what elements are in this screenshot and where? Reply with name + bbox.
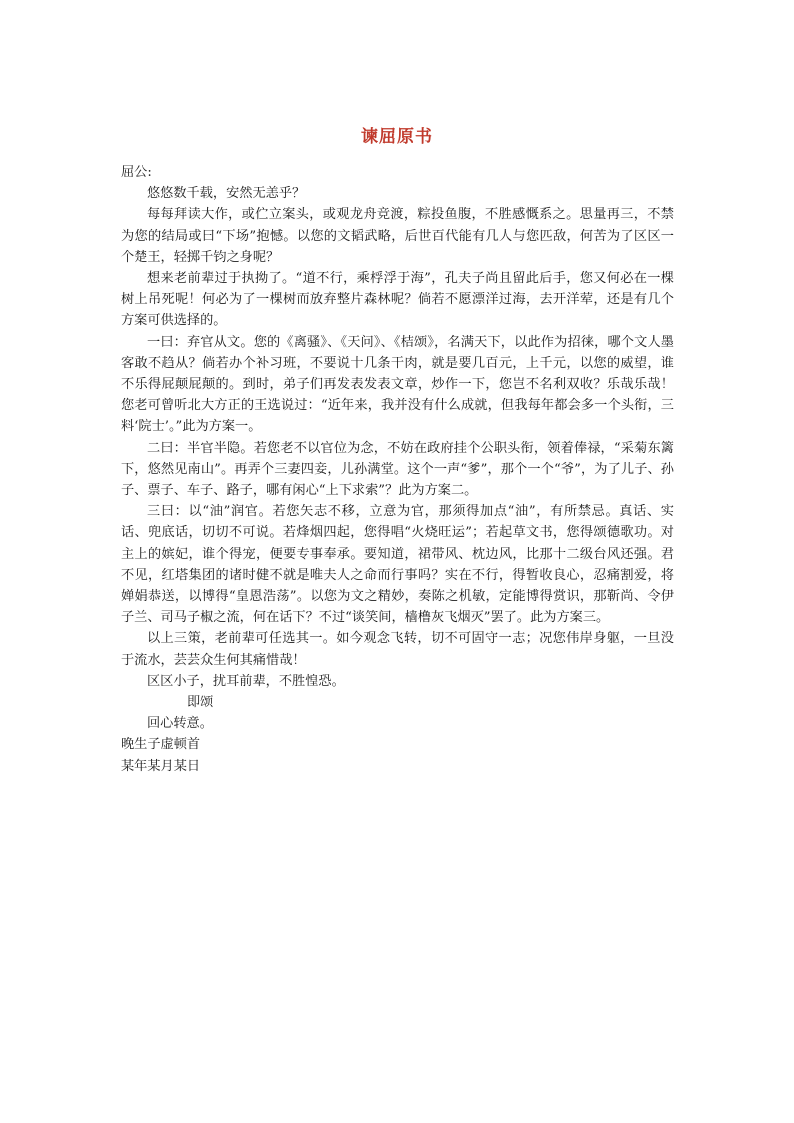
paragraph: 二曰：半官半隐。若您老不以官位为念，不妨在政府挂个公职头衔，领着俸禄，“采菊东篱下，悠然见南山”。再弄个三妻四妾，儿孙满堂。这个一声“爹”，那个一个“爷”，为了儿子、孙子、票子、车子、路子，哪有闲心“上下求索”？此为方案二。 <box>121 440 674 499</box>
paragraph: 想来老前辈过于执拗了。“道不行，乘桴浮于海”，孔夫子尚且留此后手，您又何必在一棵树上吊死呢！何必为了一棵树而放弃整片森林呢？倘若不愿漂洋过海，去开洋荤，还是有几个方案可供选择的。 <box>121 271 674 329</box>
closing-wish: 回心转意。 <box>147 716 213 732</box>
signature: 晚生子虚顿首 <box>121 737 201 753</box>
date: 某年某月某日 <box>121 758 201 774</box>
closing-command: 即颂 <box>187 695 214 711</box>
paragraph: 一曰：弃官从文。您的《离骚》、《天问》、《桔颂》，名满天下，以此作为招徕，哪个文人墨客敢不趋从？倘若办个补习班，不要说十几条干肉，就是要几百元，上千元，以您的威望，谁不乐得屁颠屁颠的。到时，弟子们再发表发表文章，炒作一下，您岂不名利双收？乐哉乐哉！您老可曾听北大方正的王选说过：“近年来，我并没有什么成就，但我每年都会多一个头衔，三料‘院士’。”此为方案一。 <box>121 334 674 435</box>
paragraph: 每每拜读大作，或伫立案头，或观龙舟竞渡，粽投鱼腹，不胜感慨系之。思量再三，不禁为您的结局或曰“下场”抱憾。以您的文韬武略，后世百代能有几人与您匹敌，何苦为了区区一个楚王，轻掷千钧之身呢？ <box>121 207 674 265</box>
paragraph: 三曰：以“油”润官。若您矢志不移，立意为官，那须得加点“油”，有所禁忌。真话、实话、兜底话，切切不可说。若烽烟四起，您得唱“火烧旺运”；若起草文书，您得颂德歌功。对主上的嫔妃，谁个得宠，便要专事奉承。要知道，裙带风、枕边风，比那十二级台风还强。君不见，红塔集团的诸时健不就是唯夫人之命而行事吗？实在不行，得暂收良心，忍痛割爱，将婵娟恭送，以博得“皇恩浩荡”。以您为文之精妙，奏陈之机敏，定能博得赏识，那靳尚、令伊子兰、司马子椒之流，何在话下？不过“谈笑间，樯橹灰飞烟灭”罢了。此为方案三。 <box>121 504 674 626</box>
document-title: 谏屈原书 <box>361 127 433 147</box>
paragraph: 悠悠数千载，安然无恙乎？ <box>147 186 306 202</box>
letter-body <box>121 162 674 777</box>
paragraph: 区区小子，扰耳前辈，不胜惶恐。 <box>147 673 345 689</box>
paragraph: 以上三策，老前辈可任选其一。如今观念飞转，切不可固守一志；况您伟岸身躯，一旦没于流水，芸芸众生何其痛惜哉！ <box>121 631 674 668</box>
salutation: 屈公: <box>121 165 152 180</box>
